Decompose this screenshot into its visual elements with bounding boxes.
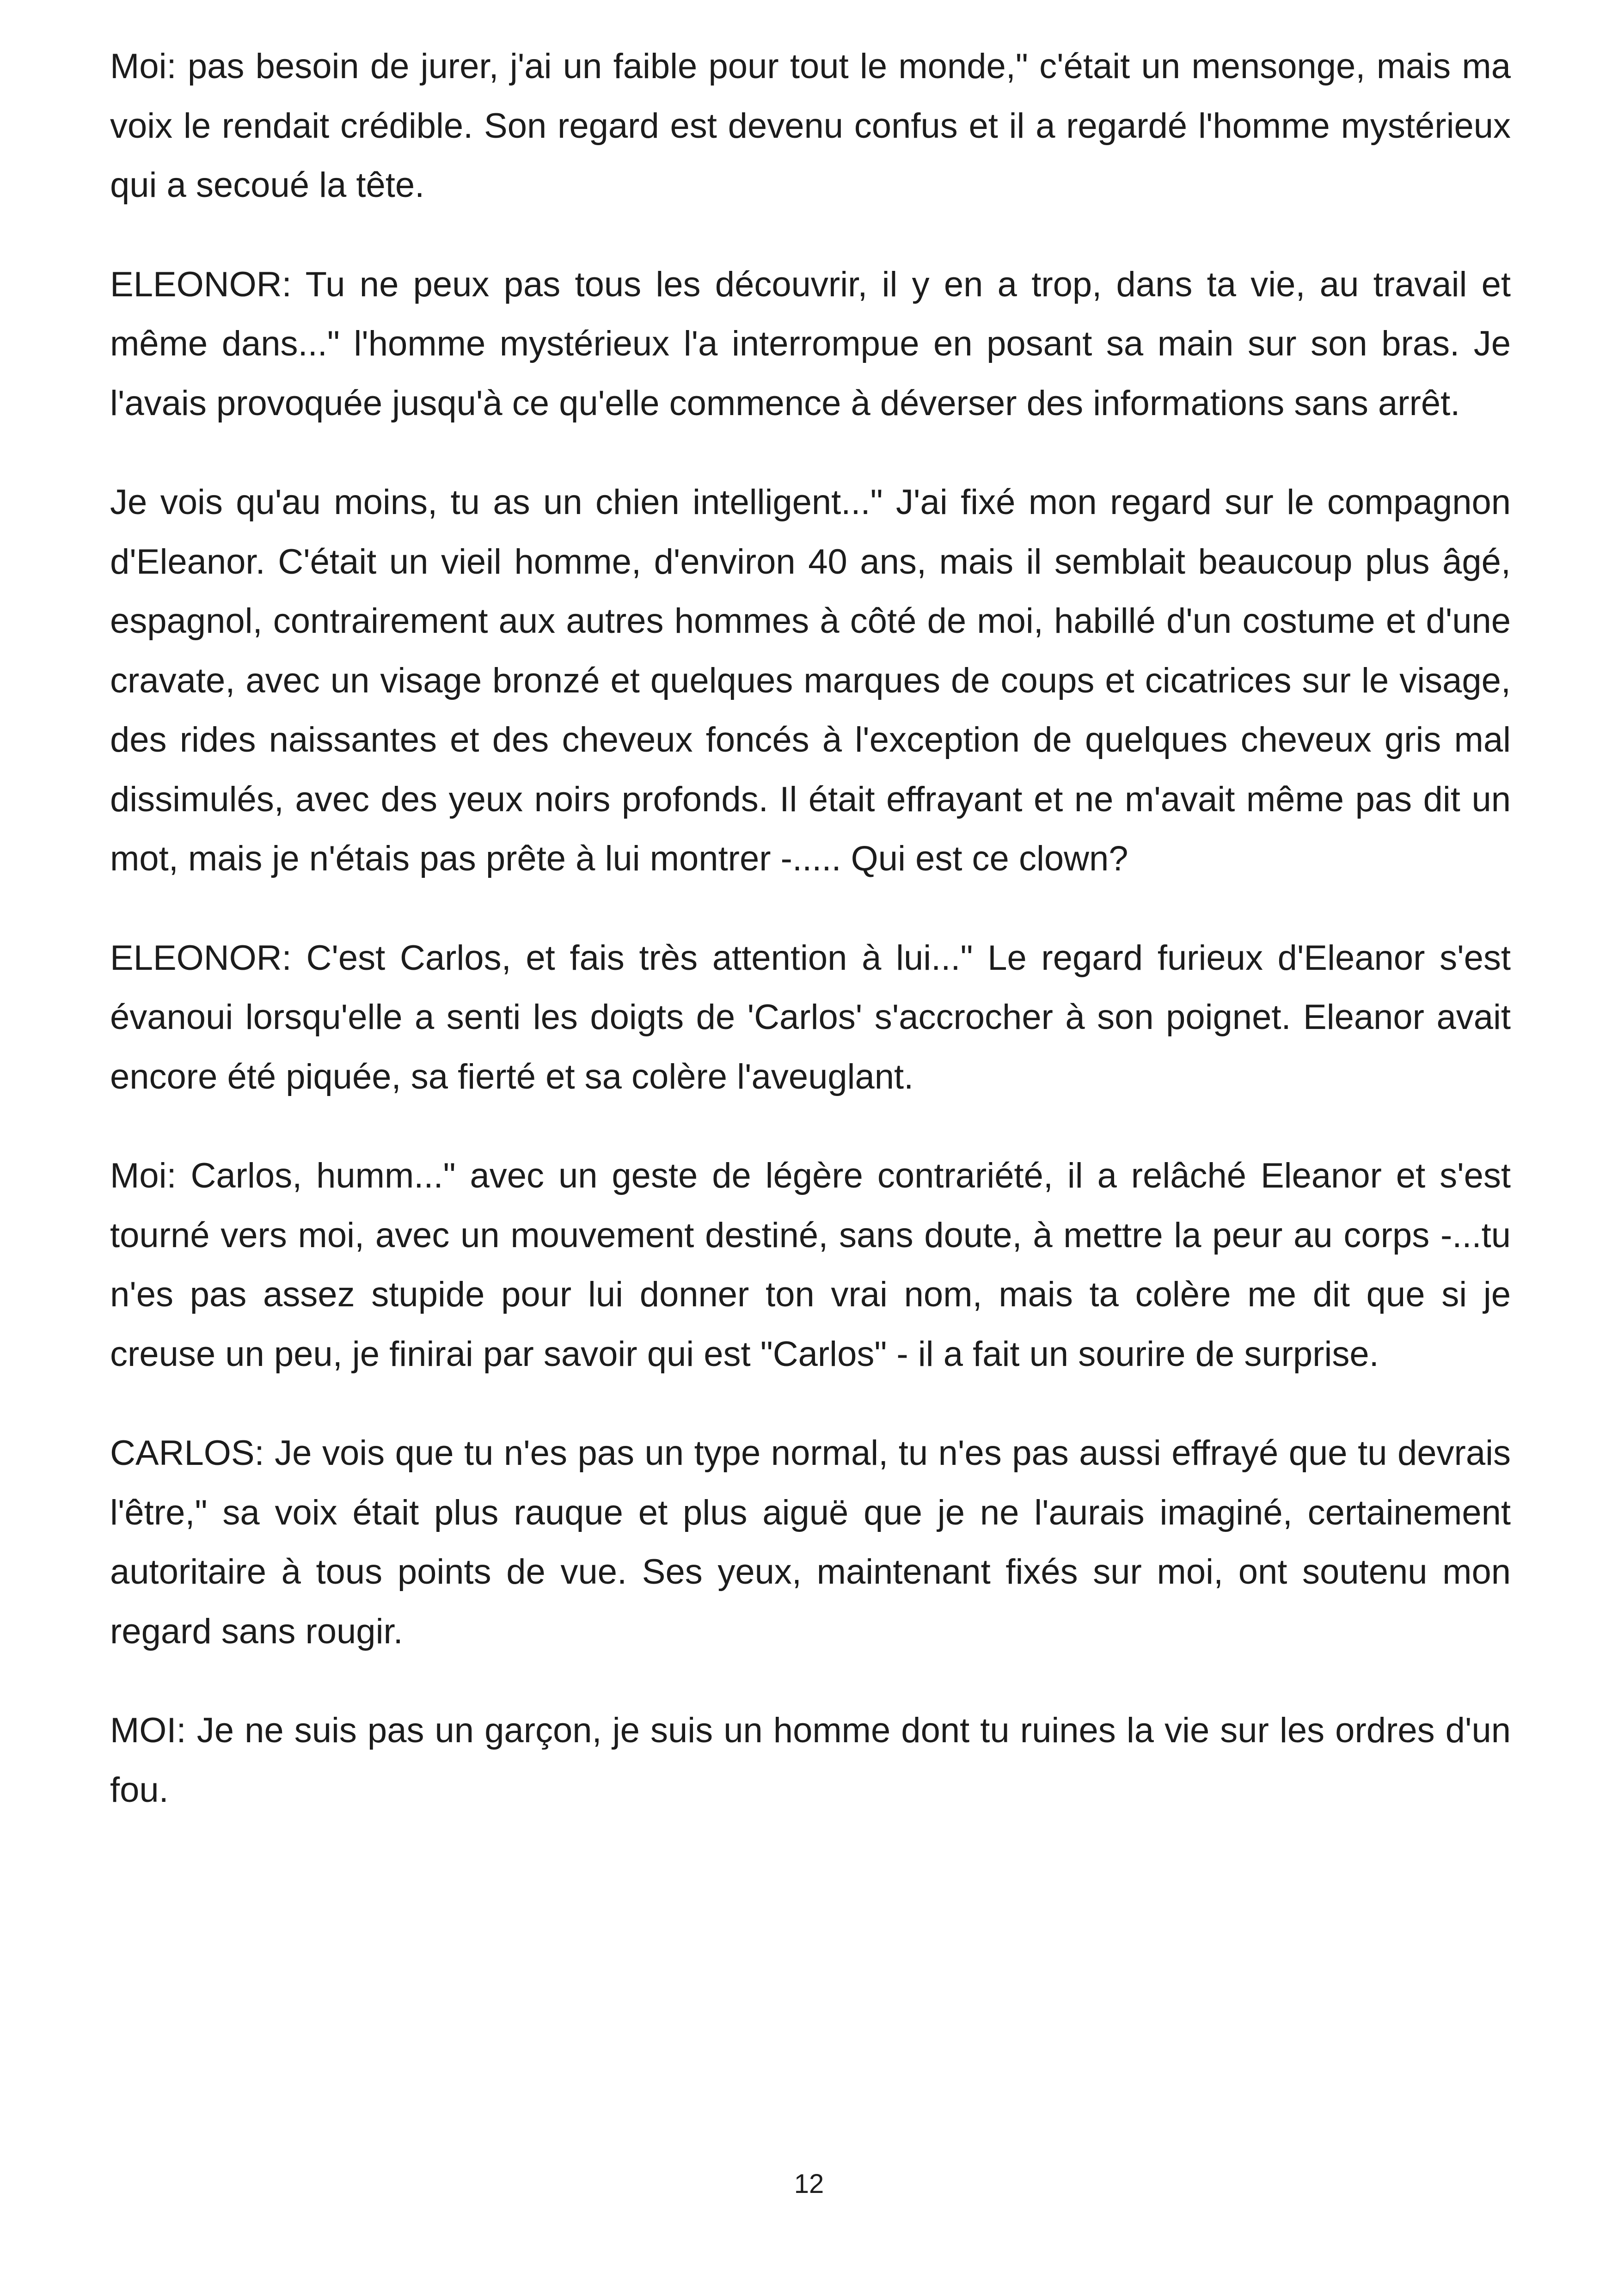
paragraph-2: ELEONOR: Tu ne peux pas tous les découvrir, il y en a trop, dans ta vie, au travail et même dans..." l'homme mystérieux l'a interrompue en posant sa main sur son bras. Je l'avais provoquée jusqu'à ce qu'elle commence à déverser des informations sans arrêt. (110, 264, 1511, 423)
paragraph-4: ELEONOR: C'est Carlos, et fais très attention à lui..." Le regard furieux d'Eleanor s'est évanoui lorsqu'elle a senti les doigts de 'Carlos' s'accrocher à son poignet. Eleanor avait encore été piquée, sa fierté et sa colère l'aveuglant. (110, 938, 1511, 1096)
paragraph-5: Moi: Carlos, humm..." avec un geste de légère contrariété, il a relâché Eleanor et s'est tourné vers moi, avec un mouvement destiné, sans doute, à mettre la peur au corps -...tu n'es pas assez stupide pour lui donner ton vrai nom, mais ta colère me dit que si je creuse un peu, je finirai par savoir qui est "Carlos" - il a fait un sourire de surprise. (110, 1156, 1511, 1374)
body-text (110, 37, 1511, 1860)
paragraph-1: Moi: pas besoin de jurer, j'ai un faible pour tout le monde," c'était un mensonge, mais ma voix le rendait crédible. Son regard est devenu confus et il a regardé l'homme mystérieux qui a secoué la tête. (110, 47, 1511, 205)
page-number: 12 (794, 2169, 824, 2199)
paragraph-3: Je vois qu'au moins, tu as un chien intelligent..." J'ai fixé mon regard sur le compagnon d'Eleanor. C'était un vieil homme, d'environ 40 ans, mais il semblait beaucoup plus âgé, espagnol, contrairement aux autres hommes à côté de moi, habillé d'un costume et d'une cravate, avec un visage bronzé et quelques marques de coups et cicatrices sur le visage, des rides naissantes et des cheveux foncés à l'exception de quelques cheveux gris mal dissimulés, avec des yeux noirs profonds. Il était effrayant et ne m'avait même pas dit un mot, mais je n'étais pas prête à lui montrer -..... Qui est ce clown? (110, 483, 1511, 878)
paragraph-7: MOI: Je ne suis pas un garçon, je suis un homme dont tu ruines la vie sur les ordres d'un fou. (110, 1711, 1511, 1810)
paragraph-6: CARLOS: Je vois que tu n'es pas un type normal, tu n'es pas aussi effrayé que tu devrais l'être," sa voix était plus rauque et plus aiguë que je ne l'aurais imaginé, certainement autoritaire à tous points de vue. Ses yeux, maintenant fixés sur moi, ont soutenu mon regard sans rougir. (110, 1433, 1511, 1651)
